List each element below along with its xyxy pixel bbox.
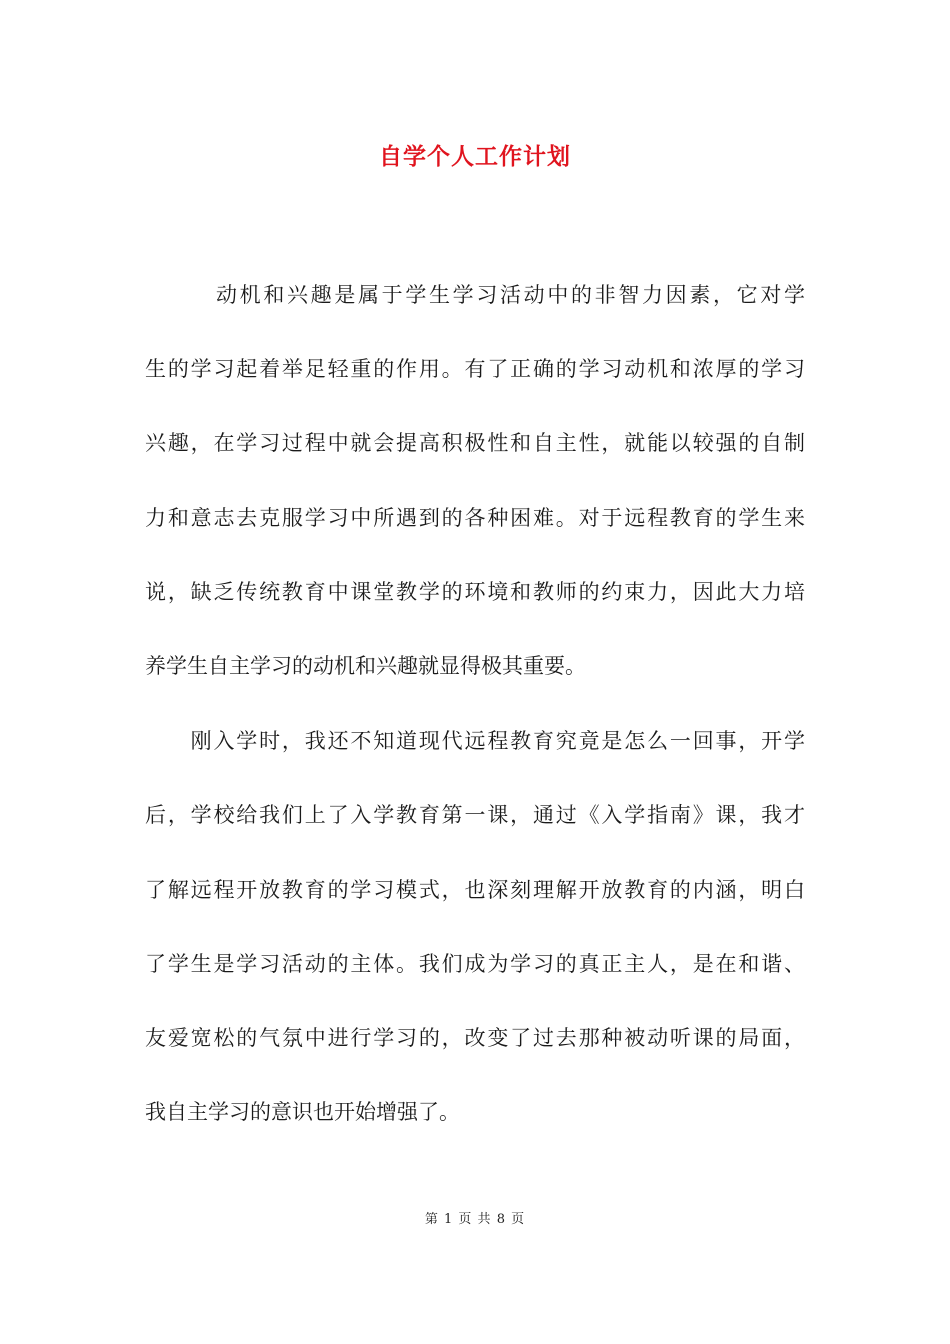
text-line: 动机和兴趣是属于学生学习活动中的非智力因素，它对学: [145, 283, 805, 307]
text-line: 了解远程开放教育的学习模式，也深刻理解开放教育的内涵，明白: [145, 878, 805, 902]
page-title: 自学个人工作计划: [379, 143, 571, 170]
page-number-footer: 第 1 页 共 8 页: [424, 1212, 526, 1227]
text-line: 养学生自主学习的动机和兴趣就显得极其重要。: [145, 654, 586, 678]
text-line: 刚入学时，我还不知道现代远程教育究竟是怎么一回事，开学: [145, 729, 805, 753]
text-line: 我自主学习的意识也开始增强了。: [145, 1100, 460, 1124]
text-line: 兴趣，在学习过程中就会提高积极性和自主性，就能以较强的自制: [145, 431, 805, 455]
text-line: 力和意志去克服学习中所遇到的各种困难。对于远程教育的学生来: [145, 506, 805, 530]
text-line: 生的学习起着举足轻重的作用。有了正确的学习动机和浓厚的学习: [145, 357, 805, 381]
text-line: 友爱宽松的气氛中进行学习的，改变了过去那种被动听课的局面，: [145, 1026, 805, 1050]
text-line: 了学生是学习活动的主体。我们成为学习的真正主人，是在和谐、: [145, 952, 805, 976]
text-line: 说，缺乏传统教育中课堂教学的环境和教师的约束力，因此大力培: [145, 580, 805, 604]
text-line: 后，学校给我们上了入学教育第一课，通过《入学指南》课，我才: [145, 803, 805, 827]
